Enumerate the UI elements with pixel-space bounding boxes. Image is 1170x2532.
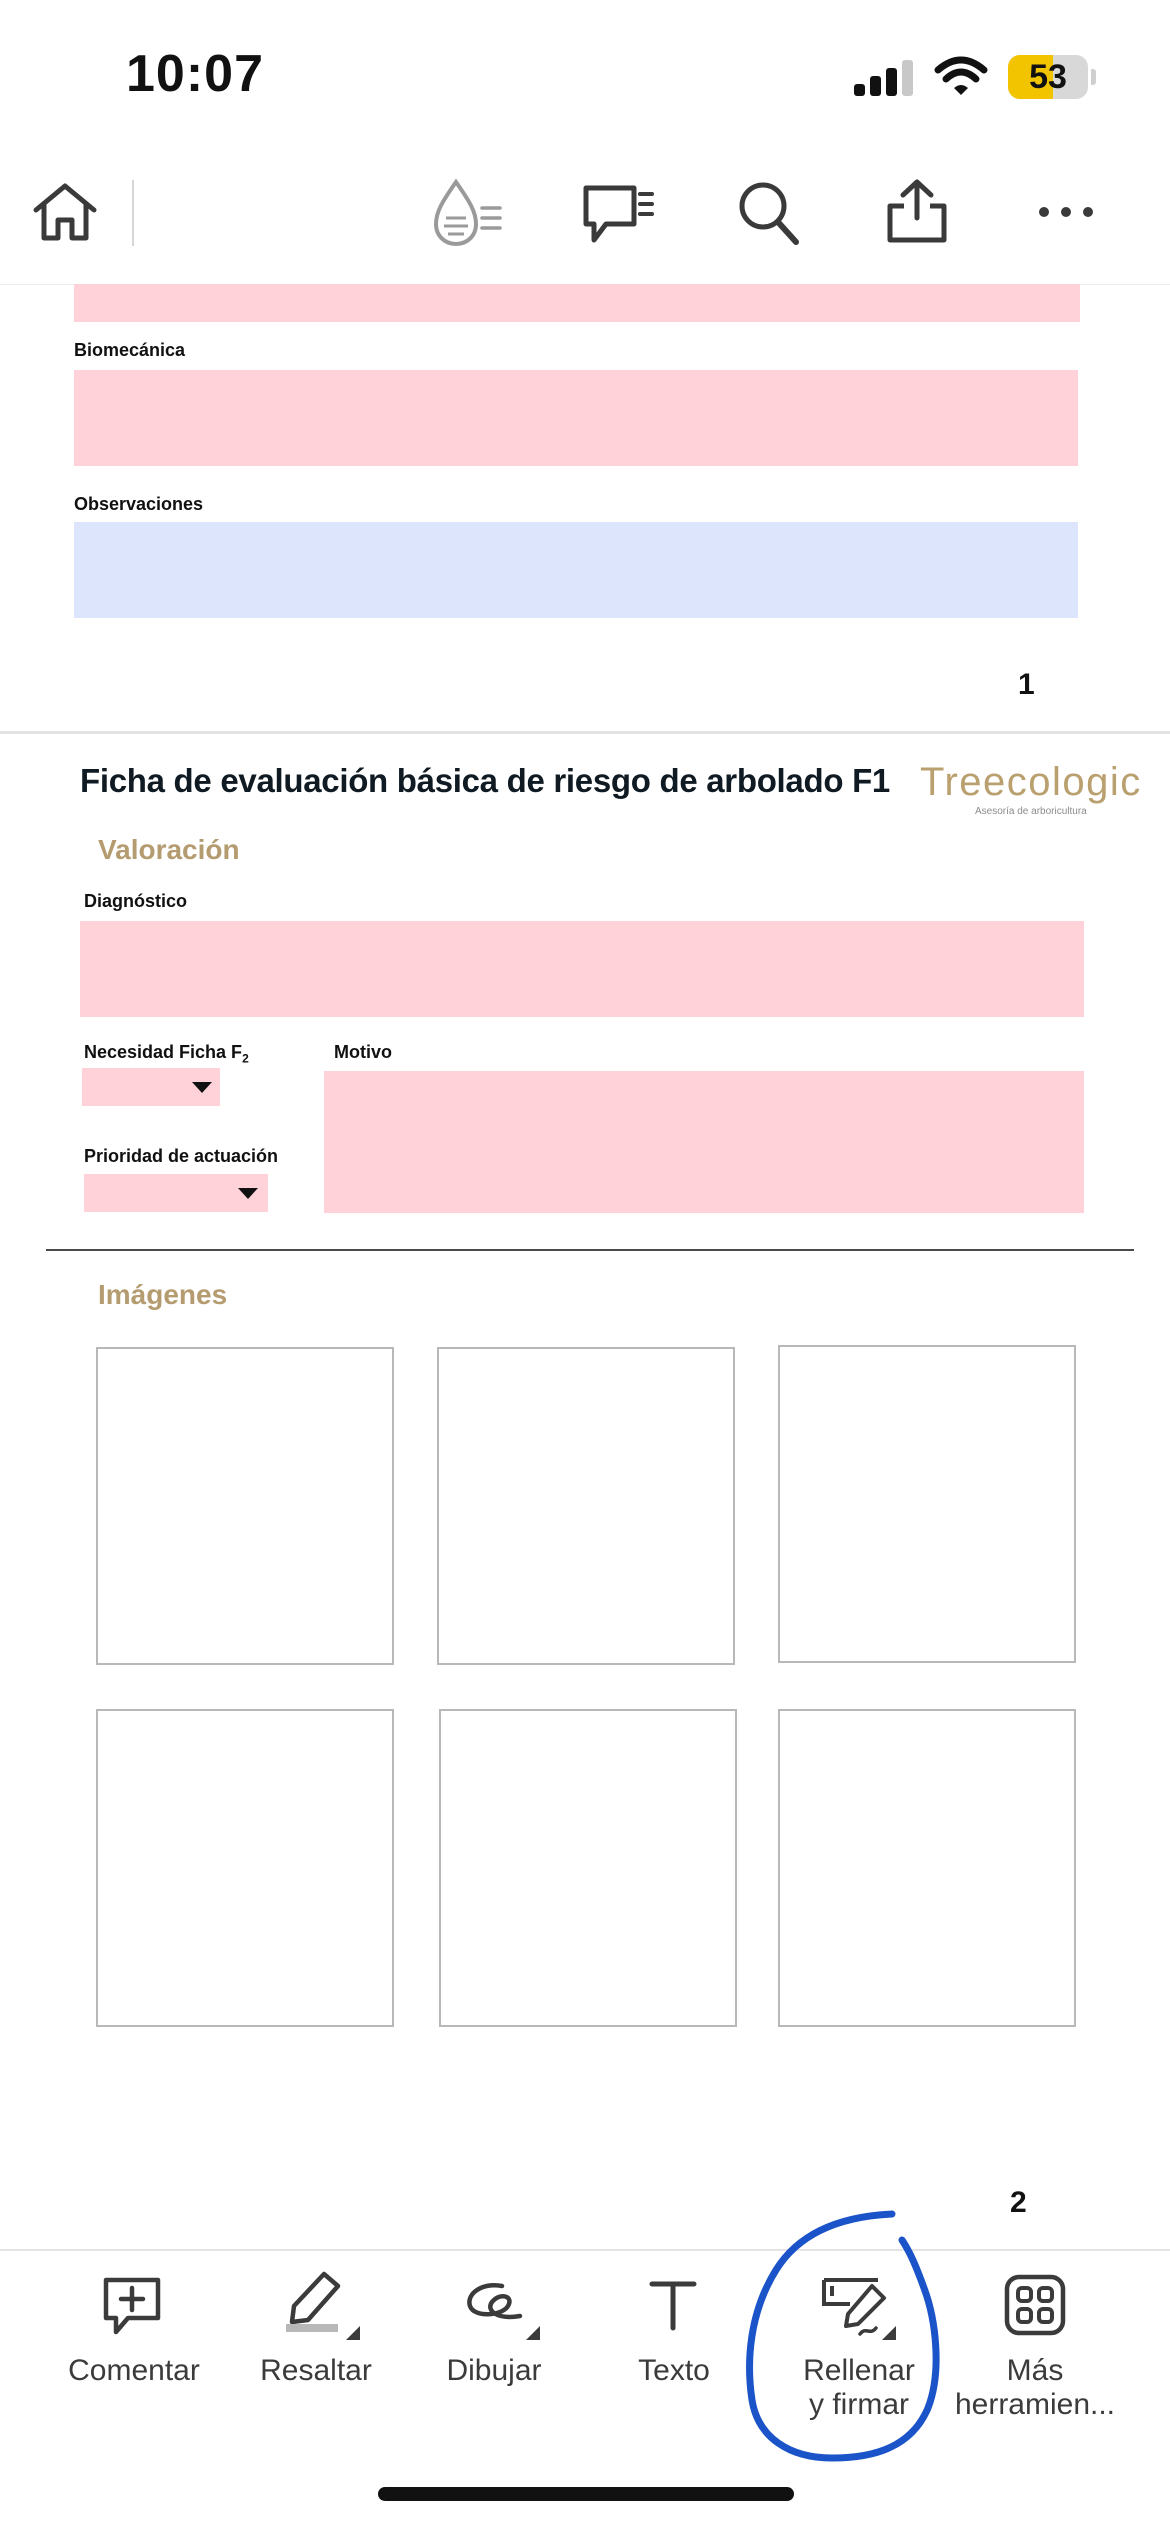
share-icon[interactable]: [886, 178, 948, 244]
image-placeholder[interactable]: [778, 1709, 1076, 2027]
image-placeholder[interactable]: [778, 1345, 1076, 1663]
label-necesidad-subscript: 2: [242, 1051, 249, 1066]
image-placeholder[interactable]: [96, 1347, 394, 1665]
comments-icon[interactable]: [582, 182, 654, 248]
prioridad-dropdown[interactable]: [84, 1174, 268, 1212]
biomecanica-field[interactable]: [74, 370, 1078, 466]
cellular-signal-icon: [854, 58, 914, 96]
page-number-2: 2: [1010, 2186, 1027, 2219]
brand-logo: Treecologic: [920, 760, 1142, 804]
label-biomecanica: Biomecánica: [74, 340, 186, 360]
tool-fill-sign-line1: Rellenar: [803, 2354, 915, 2387]
home-icon[interactable]: [30, 180, 100, 244]
battery-nub: [1091, 69, 1096, 85]
form-field-partial[interactable]: [74, 284, 1080, 322]
highlight-icon[interactable]: [282, 2270, 362, 2342]
tool-resaltar-label[interactable]: Resaltar: [260, 2354, 372, 2387]
label-necesidad-ficha: [84, 1042, 249, 1066]
image-placeholder[interactable]: [437, 1347, 735, 1665]
document-title: Ficha de evaluación básica de riesgo de arbolado F1: [80, 762, 890, 799]
label-observaciones: Observaciones: [74, 494, 204, 514]
more-icon[interactable]: [1036, 204, 1096, 220]
brand-logo-subtitle: Asesoría de arboricultura: [975, 806, 1087, 817]
tool-more-tools-label[interactable]: [944, 2354, 1126, 2422]
page-number-1: 1: [1018, 668, 1035, 701]
home-indicator[interactable]: [378, 2487, 794, 2501]
status-time: 10:07: [126, 45, 264, 103]
label-diagnostico: Diagnóstico: [84, 891, 188, 911]
section-divider: [46, 1249, 1134, 1251]
diagnostico-field[interactable]: [80, 921, 1084, 1017]
text-icon[interactable]: [648, 2278, 698, 2332]
search-icon[interactable]: [736, 178, 802, 248]
tool-comentar-label[interactable]: Comentar: [68, 2354, 200, 2387]
section-imagenes: Imágenes: [98, 1279, 228, 1310]
more-tools-icon[interactable]: [1004, 2274, 1066, 2336]
observaciones-field[interactable]: [74, 522, 1078, 618]
motivo-field[interactable]: [324, 1071, 1084, 1213]
page-separator: [0, 731, 1170, 734]
tool-texto-label[interactable]: Texto: [638, 2354, 710, 2387]
reading-mode-icon[interactable]: [432, 178, 504, 248]
tool-more-tools-line1: Más: [1006, 2354, 1064, 2387]
image-placeholder[interactable]: [439, 1709, 737, 2027]
comment-add-icon[interactable]: [102, 2276, 164, 2338]
label-prioridad: Prioridad de actuación: [84, 1146, 279, 1166]
battery-level: 53: [1029, 58, 1067, 96]
chevron-down-icon: [192, 1082, 212, 1093]
image-placeholder[interactable]: [96, 1709, 394, 2027]
tool-dibujar-label[interactable]: Dibujar: [446, 2354, 542, 2387]
draw-icon[interactable]: [462, 2276, 542, 2344]
toolbar-divider: [132, 180, 134, 246]
wifi-icon: [934, 56, 988, 96]
battery-icon: [1008, 55, 1088, 99]
tool-more-tools-line2: herramien...: [954, 2388, 1116, 2421]
annotation-circle: [740, 2200, 970, 2470]
bottom-toolbar-border: [0, 2249, 1170, 2251]
tool-fill-sign-line2: y firmar: [809, 2388, 909, 2421]
label-necesidad-text: Necesidad Ficha F: [84, 1042, 243, 1062]
chevron-down-icon: [238, 1188, 258, 1199]
necesidad-ficha-dropdown[interactable]: [82, 1068, 220, 1106]
label-motivo: Motivo: [334, 1042, 392, 1062]
section-valoracion: Valoración: [98, 834, 240, 865]
